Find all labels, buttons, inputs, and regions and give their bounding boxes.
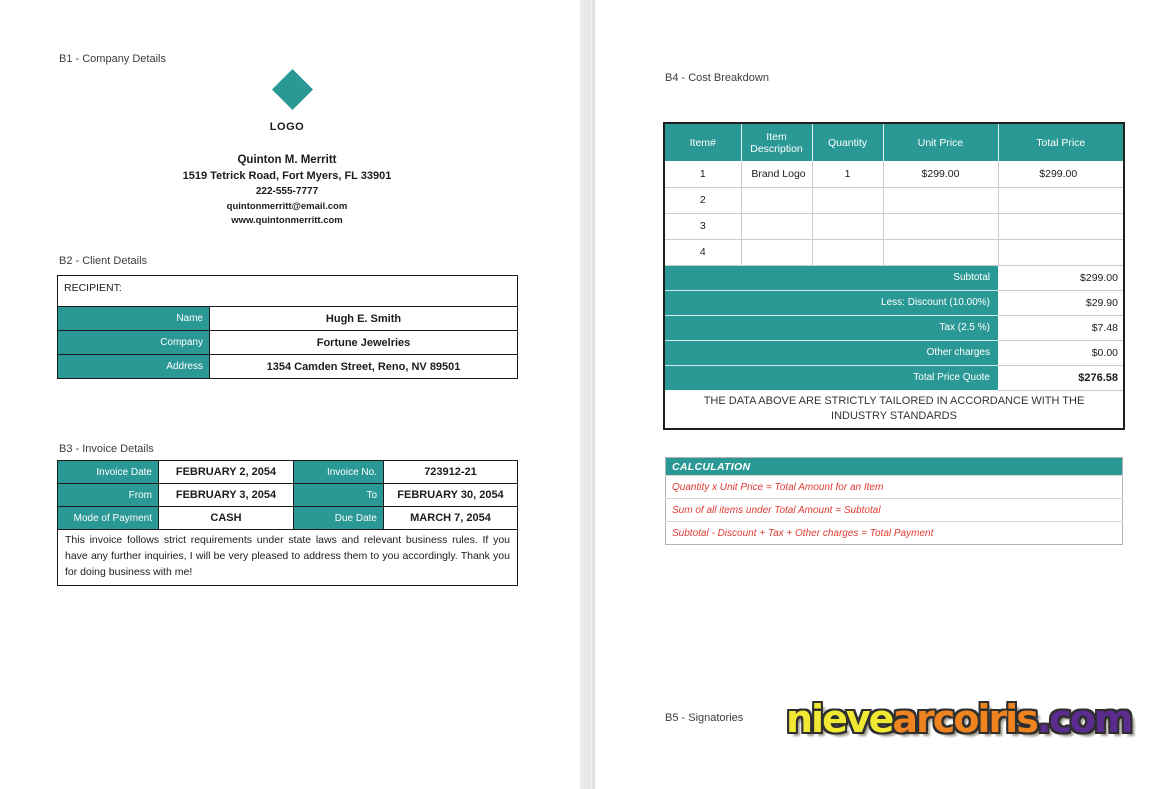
payment-mode-value: CASH [159, 507, 294, 530]
item-quantity: 1 [812, 161, 883, 187]
invoice-date-value: FEBRUARY 2, 2054 [159, 461, 294, 484]
item-unit-price [883, 187, 998, 213]
item-quantity [812, 239, 883, 265]
cost-breakdown-table [663, 122, 1125, 430]
summary-row [664, 365, 1124, 390]
page-gap-divider [580, 0, 596, 789]
client-name-value: Hugh E. Smith [210, 307, 518, 331]
invoice-to-label: To [294, 484, 384, 507]
item-description [741, 239, 812, 265]
tax-value: $7.48 [998, 315, 1124, 340]
col-header-total-price: Total Price [998, 123, 1124, 161]
item-no: 2 [664, 187, 741, 213]
item-no: 1 [664, 161, 741, 187]
watermark-part-arcoiris: arcoiris [892, 697, 1037, 741]
summary-row [664, 315, 1124, 340]
section-label-b4: B4 - Cost Breakdown [665, 72, 769, 84]
client-company-value: Fortune Jewelries [210, 331, 518, 355]
subtotal-label: Subtotal [664, 265, 998, 290]
cost-row [664, 161, 1124, 187]
watermark-part-nieve: nieve [786, 697, 893, 741]
item-description [741, 187, 812, 213]
item-unit-price [883, 239, 998, 265]
invoice-no-label: Invoice No. [294, 461, 384, 484]
document-page-right [596, 0, 1171, 789]
client-company-label: Company [58, 331, 210, 355]
company-address: 1519 Tetrick Road, Fort Myers, FL 33901 [182, 170, 392, 182]
tax-label: Tax (2.5 %) [664, 315, 998, 340]
item-total-price [998, 187, 1124, 213]
company-email: quintonmerritt@email.com [226, 201, 348, 212]
item-quantity [812, 213, 883, 239]
table-row [58, 507, 518, 530]
invoice-from-value: FEBRUARY 3, 2054 [159, 484, 294, 507]
client-address-value: 1354 Camden Street, Reno, NV 89501 [210, 355, 518, 379]
due-date-value: MARCH 7, 2054 [384, 507, 518, 530]
discount-label: Less: Discount (10.00%) [664, 290, 998, 315]
table-row [58, 484, 518, 507]
section-label-b1: B1 - Company Details [59, 53, 166, 65]
section-label-b2: B2 - Client Details [59, 255, 148, 267]
watermark-nievearcoiris [786, 697, 1132, 741]
calculation-rule: Quantity x Unit Price = Total Amount for an Item [666, 476, 1123, 499]
invoice-from-label: From [58, 484, 159, 507]
client-details-table [57, 275, 518, 379]
section-label-b3: B3 - Invoice Details [59, 443, 154, 455]
cost-row [664, 239, 1124, 265]
col-header-description: Item Description [741, 123, 812, 161]
subtotal-value: $299.00 [998, 265, 1124, 290]
summary-row [664, 290, 1124, 315]
cost-row [664, 213, 1124, 239]
other-charges-value: $0.00 [998, 340, 1124, 365]
invoice-no-value: 723912-21 [384, 461, 518, 484]
logo-caption: LOGO [269, 121, 305, 133]
item-no: 3 [664, 213, 741, 239]
client-address-label: Address [58, 355, 210, 379]
other-charges-label: Other charges [664, 340, 998, 365]
cost-header-row [664, 123, 1124, 161]
cost-table-footer-note: THE DATA ABOVE ARE STRICTLY TAILORED IN ACCORDANCE WITH THE INDUSTRY STANDARDS [664, 390, 1124, 429]
table-row [58, 307, 518, 331]
item-total-price [998, 213, 1124, 239]
item-description [741, 213, 812, 239]
col-header-item-no: Item# [664, 123, 741, 161]
company-name: Quinton M. Merritt [237, 154, 337, 166]
item-unit-price [883, 213, 998, 239]
client-name-label: Name [58, 307, 210, 331]
item-description: Brand Logo [741, 161, 812, 187]
item-total-price: $299.00 [998, 161, 1124, 187]
calculation-rule: Subtotal - Discount + Tax + Other charges = Total Payment [666, 522, 1123, 545]
company-website: www.quintonmerritt.com [231, 215, 343, 226]
item-unit-price: $299.00 [883, 161, 998, 187]
section-label-b5: B5 - Signatories [665, 712, 744, 724]
table-row [58, 355, 518, 379]
company-phone: 222-555-7777 [255, 186, 319, 197]
summary-row [664, 265, 1124, 290]
summary-row [664, 340, 1124, 365]
calculation-table [665, 457, 1123, 545]
document-page-left [0, 0, 580, 789]
payment-mode-label: Mode of Payment [58, 507, 159, 530]
item-total-price [998, 239, 1124, 265]
logo-diamond-icon [272, 69, 313, 110]
invoice-to-value: FEBRUARY 30, 2054 [384, 484, 518, 507]
item-quantity [812, 187, 883, 213]
invoice-note: This invoice follows strict requirements under state laws and relevant business rules. If you have any further inquiries, I will be very pleased to address them to you accordingly. Thank you for doing business with me! [58, 530, 518, 586]
col-header-unit-price: Unit Price [883, 123, 998, 161]
discount-value: $29.90 [998, 290, 1124, 315]
invoice-date-label: Invoice Date [58, 461, 159, 484]
cost-row [664, 187, 1124, 213]
due-date-label: Due Date [294, 507, 384, 530]
total-quote-value: $276.58 [998, 365, 1124, 390]
table-row [58, 331, 518, 355]
col-header-quantity: Quantity [812, 123, 883, 161]
calculation-header: CALCULATION [666, 458, 1123, 476]
invoice-details-table [57, 460, 518, 586]
calculation-rule: Sum of all items under Total Amount = Subtotal [666, 499, 1123, 522]
watermark-part-com: .com [1036, 697, 1132, 741]
item-no: 4 [664, 239, 741, 265]
recipient-header: RECIPIENT: [58, 276, 518, 307]
table-row [58, 461, 518, 484]
total-quote-label: Total Price Quote [664, 365, 998, 390]
